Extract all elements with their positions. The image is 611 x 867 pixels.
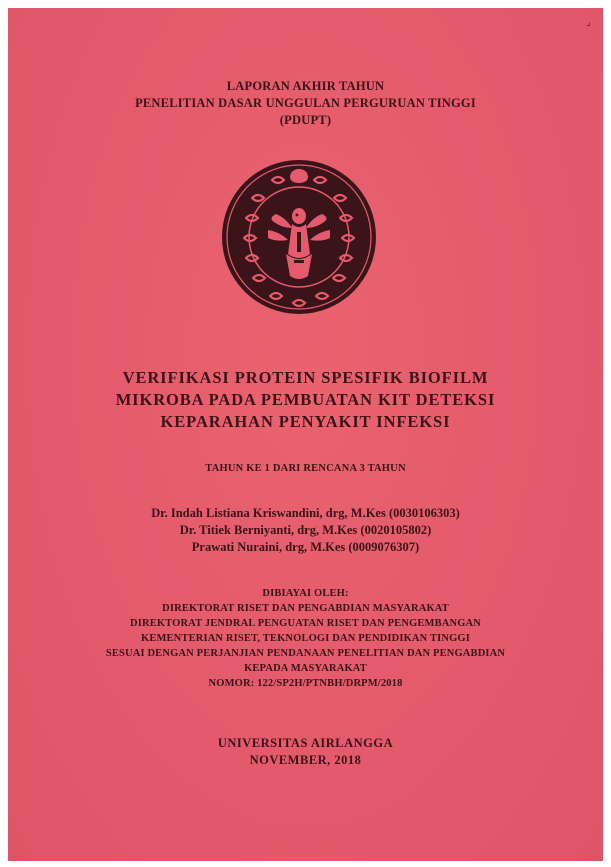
- author-2: Dr. Titiek Berniyanti, drg, M.Kes (0020105802): [179, 523, 432, 537]
- funding-directorate: DIREKTORAT RISET DAN PENGABDIAN MASYARAKAT: [162, 603, 449, 614]
- title-line-2: MIKROBA PADA PEMBUATAN KIT DETEKSI: [115, 390, 496, 409]
- report-title: [8, 367, 603, 433]
- funding-statement: [8, 586, 603, 691]
- corner-mark-icon: ⌟: [586, 17, 591, 27]
- title-line-1: VERIFIKASI PROTEIN SPESIFIK BIOFILM: [122, 368, 489, 387]
- funding-agreement-cont: KEPADA MASYARAKAT: [244, 663, 367, 674]
- report-date: NOVEMBER, 2018: [249, 753, 362, 767]
- title-line-3: KEPARAHAN PENYAKIT INFEKSI: [160, 412, 451, 431]
- university-name: UNIVERSITAS AIRLANGGA: [217, 736, 394, 750]
- funding-directorate-general: DIREKTORAT JENDRAL PENGUATAN RISET DAN PENGEMBANGAN: [130, 618, 481, 629]
- scheme-abbreviation: (PDUPT): [279, 113, 332, 127]
- contract-number: NOMOR: 122/SP2H/PTNBH/DRPM/2018: [208, 678, 403, 689]
- institution-block: [8, 735, 603, 769]
- report-cover: [8, 8, 603, 861]
- funding-ministry: KEMENTERIAN RISET, TEKNOLOGI DAN PENDIDIKAN TINGGI: [141, 633, 470, 644]
- research-scheme: PENELITIAN DASAR UNGGULAN PERGURUAN TINGGI: [135, 96, 476, 110]
- report-type: LAPORAN AKHIR TAHUN: [226, 79, 385, 93]
- funding-label: DIBIAYAI OLEH:: [262, 588, 349, 599]
- report-header: [8, 78, 603, 129]
- author-1: Dr. Indah Listiana Kriswandini, drg, M.Kes (0030106303): [151, 506, 460, 520]
- university-seal-icon: [220, 158, 378, 316]
- project-year: TAHUN KE 1 DARI RENCANA 3 TAHUN: [205, 463, 406, 474]
- author-3: Prawati Nuraini, drg, M.Kes (0009076307): [191, 540, 420, 554]
- author-list: [8, 505, 603, 556]
- funding-agreement: SESUAI DENGAN PERJANJIAN PENDANAAN PENELITIAN DAN PENGABDIAN: [105, 648, 506, 659]
